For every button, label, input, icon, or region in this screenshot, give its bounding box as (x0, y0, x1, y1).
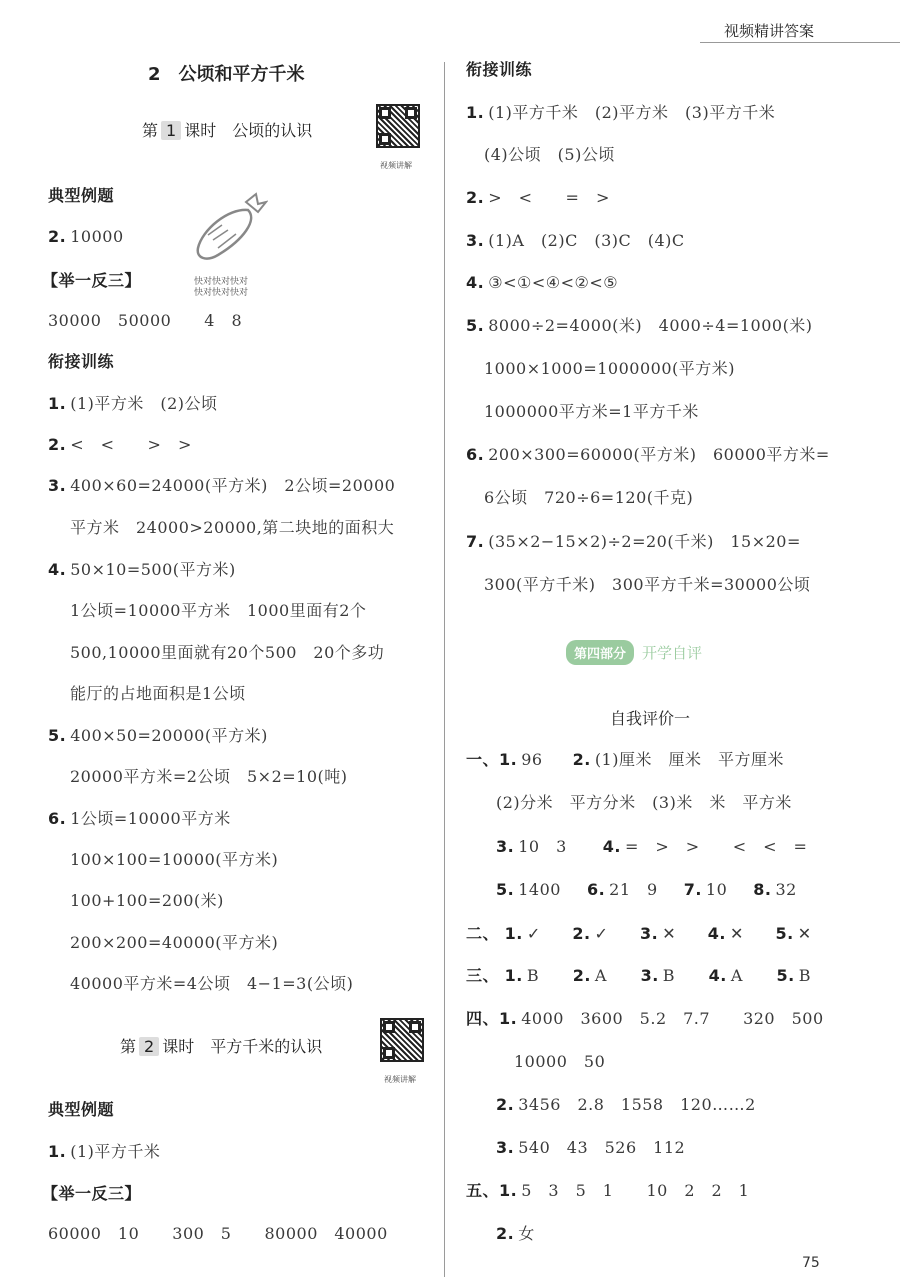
xianjie-q4-line3: 500,10000里面就有20个500 20个多功 (70, 643, 385, 662)
header-title: 视频精讲答案 (724, 22, 815, 40)
q-text: 3456 2.8 1558 120……2 (518, 1095, 756, 1114)
xianjie-q6-line5: 40000平方米=4公顷 4−1=3(公顷) (70, 974, 354, 993)
heading-juyi: 【举一反三】 (42, 271, 142, 290)
q-text: A (594, 966, 607, 985)
r-q6 (466, 445, 830, 465)
q-text: 21 9 (609, 880, 658, 899)
q-num: 7. (466, 532, 485, 551)
q-text: 8000÷2=4000(米) 4000÷4=1000(米) (488, 316, 813, 335)
example2-q1 (48, 1142, 160, 1162)
q-text: 32 (775, 880, 797, 899)
s4-row2: 10000 50 (514, 1052, 606, 1071)
q-text: 1公顷=10000平方米 (70, 809, 231, 828)
r-q5 (466, 316, 813, 336)
q-text: 400×50=20000(平方米) (70, 726, 268, 745)
left-column (42, 0, 438, 1280)
lesson-prefix: 第 (120, 1037, 137, 1056)
q-num: 1. (499, 750, 518, 769)
q-num: 4. (708, 966, 727, 985)
s2-row (466, 924, 812, 944)
q-text: 96 (521, 750, 543, 769)
q-num: 6. (48, 809, 67, 828)
q-text: (1)厘米 厘米 平方厘米 (594, 750, 784, 769)
heading-xianjie-right: 衔接训练 (466, 60, 533, 79)
q-text: ✕ (797, 924, 812, 943)
q-num: 6. (466, 445, 485, 464)
q-text: B (662, 966, 676, 985)
q-text: 5 3 5 1 10 2 2 1 (521, 1181, 750, 1200)
r-q3 (466, 231, 685, 251)
s5-row1 (466, 1181, 749, 1201)
q-text: 10 (705, 880, 728, 899)
q-num: 4. (466, 273, 485, 292)
q-text: ✕ (662, 924, 677, 943)
q-num: 4. (707, 924, 726, 943)
carrot-mascot-icon (188, 190, 268, 265)
xianjie-q4-line2: 1公顷=10000平方米 1000里面有2个 (70, 601, 367, 620)
heading-juyi-2: 【举一反三】 (42, 1184, 142, 1203)
q-num: 2. (572, 924, 591, 943)
page-number: 75 (802, 1255, 820, 1271)
q-num: 6. (586, 880, 606, 899)
column-divider (444, 62, 445, 1277)
q-num: 5. (466, 316, 485, 335)
carrot-caption (194, 277, 248, 299)
q-text: ✕ (729, 924, 744, 943)
q-text: (1)平方千米 (70, 1142, 161, 1161)
q-text: 50×10=500(平方米) (70, 560, 236, 579)
qr-caption: 视频讲解 (380, 161, 412, 170)
q-num: 5. (48, 726, 67, 745)
q-num: 1. (466, 103, 485, 122)
s4-row4 (496, 1138, 685, 1158)
q-num: 5. (496, 880, 515, 899)
q-num: 2. (48, 435, 67, 454)
carrot-caption-line: 快对快对快对 (194, 277, 249, 287)
q-num: 1. (499, 1181, 518, 1200)
s1-row3 (496, 837, 807, 857)
xianjie-q5-line2: 20000平方米=2公顷 5×2=10(吨) (70, 767, 348, 786)
section-label: 四、 (466, 1009, 500, 1028)
section-title: 2 公顷和平方千米 (148, 64, 305, 85)
r-q5-line3: 1000000平方米=1平方千米 (484, 402, 699, 421)
q-num: 3. (640, 924, 659, 943)
q-text: 400×60=24000(平方米) 2公顷=20000 (70, 476, 396, 495)
s4-row1 (466, 1009, 824, 1029)
r-q7 (466, 532, 801, 552)
q-text: ✓ (594, 924, 609, 943)
q-text: (1)平方米 (2)公顷 (70, 394, 218, 413)
r-q4 (466, 273, 618, 293)
q-text: 200×300=60000(平方米) 60000平方米= (488, 445, 830, 464)
s5-row2 (496, 1224, 535, 1244)
xianjie-q6-line2: 100×100=10000(平方米) (70, 850, 279, 869)
s1-row1 (466, 750, 784, 770)
xianjie-q6-line3: 100+100=200(米) (70, 891, 224, 910)
juyi2-answer: 60000 10 300 5 80000 40000 (48, 1224, 388, 1243)
section-label: 二、 (466, 924, 500, 943)
s4-row3 (496, 1095, 756, 1115)
part-header (566, 640, 702, 665)
q-text: (1)A (2)C (3)C (4)C (488, 231, 685, 250)
q-num: 1. (504, 924, 523, 943)
q-num: 2. (496, 1224, 515, 1243)
eval-title: 自我评价一 (610, 709, 691, 728)
xianjie-q2 (48, 435, 192, 455)
carrot-caption-line: 快对快对快对 (194, 288, 249, 298)
q-text: = > > < < = (624, 837, 808, 856)
q-num: 2. (48, 227, 67, 246)
q-text: 女 (518, 1224, 535, 1243)
q-text: B (526, 966, 540, 985)
r-q2 (466, 188, 610, 208)
section-label: 五、 (466, 1181, 500, 1200)
q-text: < < > > (70, 435, 192, 454)
q-text: 1400 (518, 880, 561, 899)
xianjie-q3 (48, 476, 395, 496)
r-q7-line2: 300(平方千米) 300平方千米=30000公顷 (484, 575, 811, 594)
q-num: 8. (753, 880, 772, 899)
section-label: 一、 (466, 750, 500, 769)
heading-example-2: 典型例题 (48, 1100, 115, 1119)
q-num: 3. (48, 476, 67, 495)
q-text: (35×2−15×2)÷2=20(千米) 15×20= (488, 532, 801, 551)
part-title: 开学自评 (642, 644, 703, 662)
q-text: ③<①<④<②<⑤ (488, 273, 619, 292)
q-num: 1. (499, 1009, 518, 1028)
r-q1 (466, 103, 775, 123)
qr-code-icon[interactable] (376, 104, 420, 148)
part-badge: 第四部分 (566, 640, 634, 665)
q-text: (1)平方千米 (2)平方米 (3)平方千米 (488, 103, 776, 122)
q-text: 4000 3600 5.2 7.7 320 500 (521, 1009, 824, 1028)
r-q6-line2: 6公顷 720÷6=120(千克) (484, 488, 694, 507)
q-num: 3. (496, 1138, 515, 1157)
q-num: 1. (48, 1142, 67, 1161)
heading-example: 典型例题 (48, 186, 115, 205)
q-num: 3. (496, 837, 515, 856)
q-num: 2. (572, 966, 591, 985)
section-label: 三、 (466, 966, 500, 985)
xianjie-q3-cont: 平方米 24000>20000,第二块地的面积大 (70, 518, 395, 537)
q-text: ✓ (526, 924, 541, 943)
xianjie-q6-line4: 200×200=40000(平方米) (70, 933, 279, 952)
q-num: 7. (683, 880, 702, 899)
q-num: 5. (776, 966, 795, 985)
xianjie-q1 (48, 394, 218, 414)
q-num: 5. (775, 924, 794, 943)
q-num: 2. (572, 750, 591, 769)
q-num: 3. (640, 966, 659, 985)
s1-row2: (2)分米 平方分米 (3)米 米 平方米 (496, 793, 792, 812)
q-num: 2. (466, 188, 485, 207)
xianjie-q6 (48, 809, 231, 829)
q-text: A (730, 966, 743, 985)
r-q1-cont: (4)公顷 (5)公顷 (484, 145, 615, 164)
s3-row (466, 966, 811, 986)
lesson-suffix: 课时 平方千米的认识 (162, 1037, 323, 1056)
q-num: 1. (48, 394, 67, 413)
s1-row4 (496, 880, 797, 900)
q-text: 10000 (70, 227, 124, 246)
r-q5-line2: 1000×1000=1000000(平方米) (484, 359, 735, 378)
q-text: B (798, 966, 811, 985)
qr-code-icon[interactable] (380, 1018, 424, 1062)
q-num: 3. (466, 231, 485, 250)
xianjie-q4 (48, 560, 236, 580)
q-num: 4. (602, 837, 621, 856)
q-num: 4. (48, 560, 67, 579)
heading-xianjie: 衔接训练 (48, 352, 115, 371)
xianjie-q4-line4: 能厅的占地面积是1公顷 (70, 684, 246, 703)
lesson-suffix: 课时 公顷的认识 (184, 121, 313, 140)
lesson-number: 1 (161, 121, 181, 140)
right-column (466, 0, 886, 1280)
example-q2 (48, 227, 124, 247)
lesson-number: 2 (139, 1037, 159, 1056)
q-text: > < = > (488, 188, 610, 207)
juyi-answer: 30000 50000 4 8 (48, 311, 243, 330)
q-num: 2. (496, 1095, 515, 1114)
q-num: 1. (504, 966, 523, 985)
lesson-2-title (120, 1034, 322, 1057)
lesson-1-title (142, 118, 312, 141)
qr-caption: 视频讲解 (384, 1075, 416, 1084)
q-text: 10 3 (518, 837, 567, 856)
q-text: 540 43 526 112 (518, 1138, 686, 1157)
lesson-prefix: 第 (142, 121, 159, 140)
xianjie-q5 (48, 726, 268, 746)
